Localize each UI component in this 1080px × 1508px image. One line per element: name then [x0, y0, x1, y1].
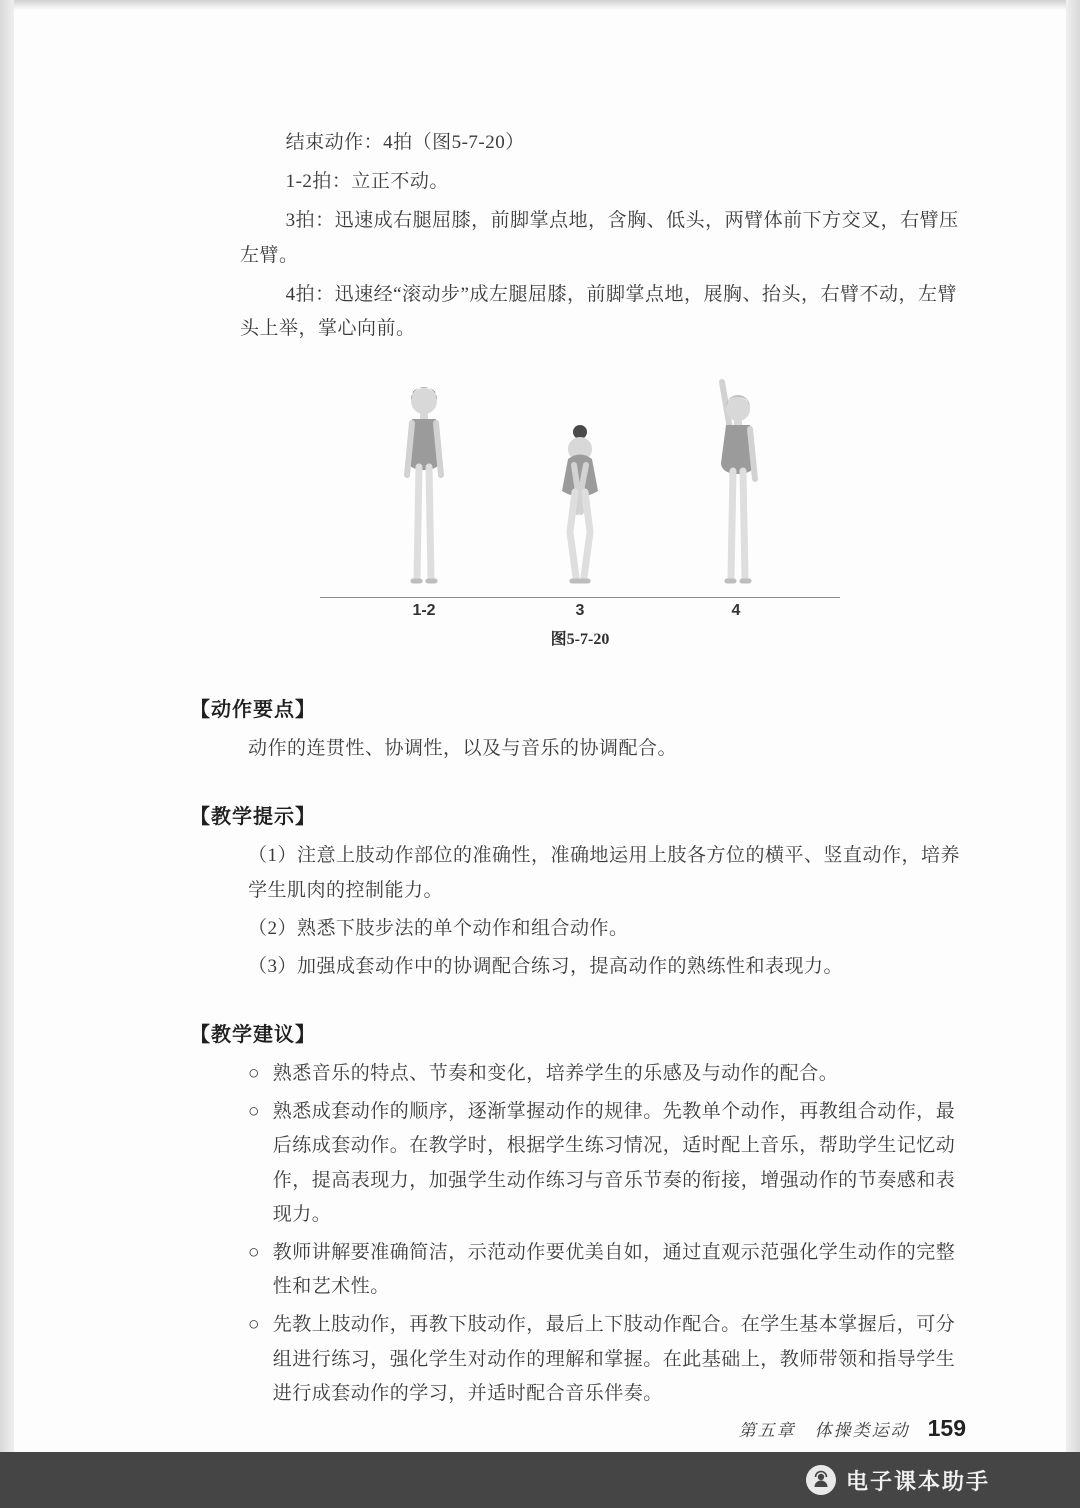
bullet-item	[248, 1308, 970, 1411]
pose-label: 4	[731, 602, 741, 620]
bullet-icon: ○	[248, 1101, 260, 1123]
section-heading: 【动作要点】	[190, 699, 316, 722]
gymnast-bent-icon	[525, 377, 635, 592]
intro-paragraph: 结束动作：4拍（图5-7-20）	[285, 132, 525, 153]
figure-5-7-20	[190, 377, 970, 649]
section-action-points	[190, 693, 970, 770]
bullet-icon: ○	[248, 1063, 260, 1085]
pose-1-2-standing-illustration	[369, 377, 479, 597]
section-paragraph: （3）加强成套动作中的协调配合练习，提高动作的熟练性和表现力。	[248, 955, 844, 977]
pose-labels	[190, 602, 970, 620]
scan-edge-top	[0, 0, 1080, 10]
bullet-text: 教师讲解要准确简洁，示范动作要优美自如，通过直观示范强化学生动作的完整性和艺术性。	[272, 1242, 956, 1298]
brand-label: 电子课本助手	[845, 1468, 990, 1494]
figure-poses	[190, 377, 970, 597]
chapter-label: 第五章 体操类运动	[738, 1420, 910, 1440]
scan-edge-left	[0, 0, 14, 1452]
intro-paragraph: 1-2拍：立正不动。	[285, 171, 449, 193]
pose-label: 3	[575, 602, 585, 620]
intro-paragraph: 3拍：迅速成右腿屈膝，前脚掌点地，含胸、低头，两臂体前下方交叉，右臂压左臂。	[240, 210, 959, 266]
bullet-icon: ○	[248, 1242, 260, 1263]
section-paragraph: 动作的连贯性、协调性，以及与音乐的协调配合。	[248, 738, 678, 760]
pose-label: 1-2	[412, 602, 436, 620]
brand-bar	[0, 1452, 1080, 1508]
page-number: 159	[927, 1414, 966, 1441]
bullet-text: 熟悉音乐的特点、节奏和变化，培养学生的乐感及与动作的配合。	[272, 1063, 839, 1085]
section-teaching-suggestions	[190, 1018, 970, 1415]
section-heading: 【教学建议】	[190, 1024, 316, 1047]
pose-3-bent-illustration	[525, 377, 635, 597]
pose-4-arm-raised-illustration	[681, 377, 791, 597]
brand-logo-icon	[806, 1465, 836, 1495]
bullet-item	[248, 1236, 970, 1304]
bullet-item	[248, 1095, 970, 1232]
ground-line	[320, 597, 840, 598]
page-footer	[190, 1415, 970, 1442]
bullet-text: 先教上肢动作，再教下肢动作，最后上下肢动作配合。在学生基本掌握后，可分组进行练习，强化学生对动作的理解和掌握。在此基础上，教师带领和指导学生进行成套动作的学习，并适时配合音乐伴奏。	[272, 1314, 956, 1404]
bullet-text: 熟悉成套动作的顺序，逐渐掌握动作的规律。先教单个动作，再教组合动作，最后练成套动作。在教学时，根据学生练习情况，适时配上音乐，帮助学生记忆动作，提高表现力，加强学生动作练习与音乐节奏的衔接，增强动作的节奏感和表现力。	[272, 1101, 956, 1225]
bullet-icon: ○	[248, 1314, 260, 1336]
figure-caption: 图5-7-20	[550, 631, 610, 649]
textbook-page	[14, 0, 1066, 1452]
intro-paragraph: 4拍：迅速经“滚动步”成左腿屈膝，前脚掌点地，展胸、抬头，右臂不动，左臂头上举，掌心向前。	[240, 283, 957, 339]
section-teaching-tips	[190, 800, 970, 988]
section-paragraph: （1）注意上肢动作部位的准确性，准确地运用上肢各方位的横平、竖直动作，培养学生肌肉的控制能力。	[248, 845, 961, 901]
scan-edge-right	[1066, 0, 1080, 1452]
section-paragraph: （2）熟悉下肢步法的单个动作和组合动作。	[248, 917, 629, 939]
section-heading: 【教学提示】	[190, 806, 316, 829]
gymnast-arm-raised-icon	[681, 377, 791, 592]
gymnast-standing-icon	[369, 377, 479, 592]
bullet-item	[248, 1057, 970, 1091]
